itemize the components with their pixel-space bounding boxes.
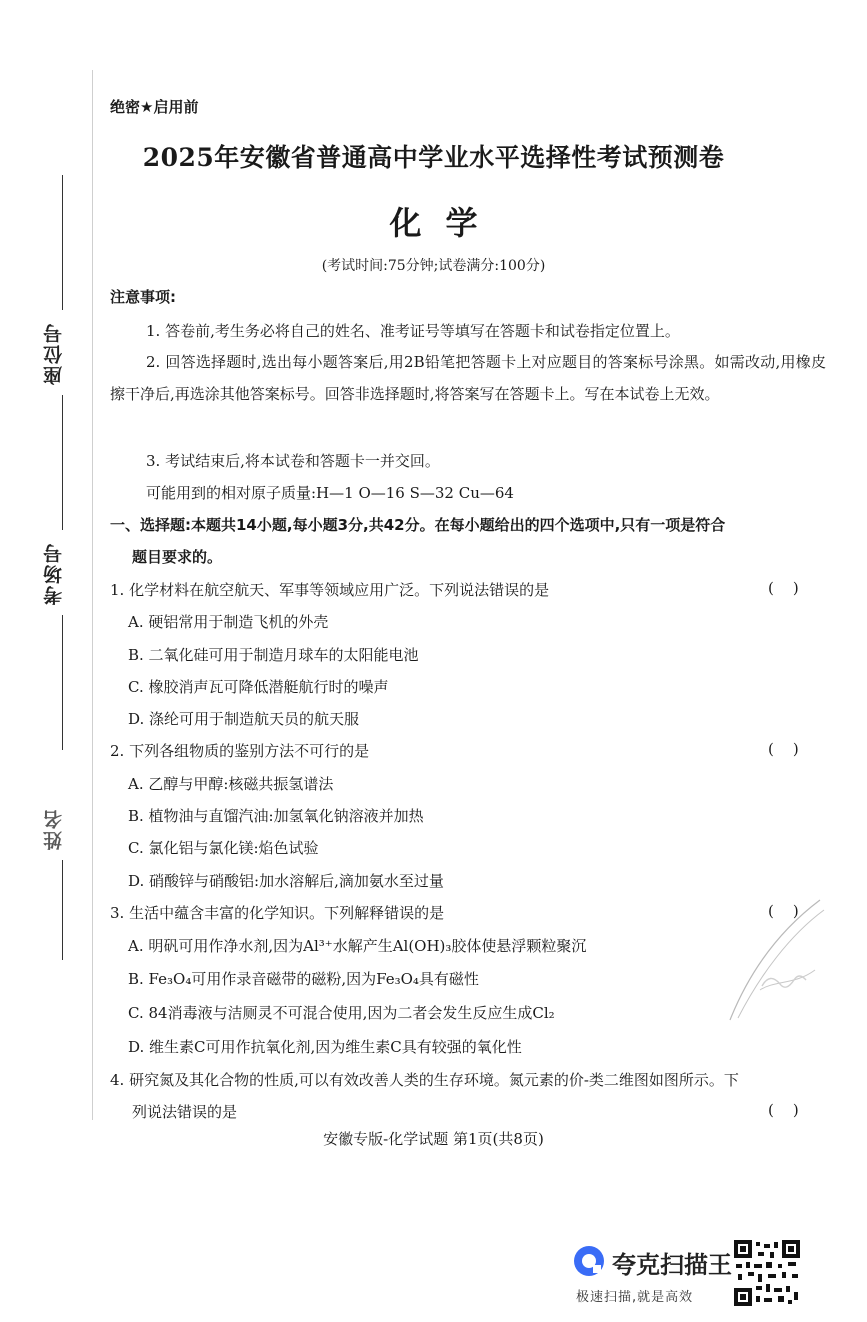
q3-option-b: B. Fe₃O₄可用作录音磁带的磁粉,因为Fe₃O₄具有磁性 [128, 970, 479, 988]
atomic-mass-line: 可能用到的相对原子质量:H—1 O—16 S—32 Cu—64 [146, 484, 514, 502]
name-line [62, 615, 63, 750]
q1-option-c: C. 橡胶消声瓦可降低潜艇航行时的噪声 [128, 678, 389, 696]
name-label: 姓名 [43, 808, 65, 850]
room-line [62, 395, 63, 530]
q2-option-c: C. 氯化铝与氯化镁:焰色试验 [128, 839, 319, 857]
scanner-brand: 夸克扫描王 [612, 1251, 732, 1279]
section-heading-line2: 题目要求的。 [132, 548, 223, 566]
qr-code-icon [734, 1240, 800, 1306]
q3-option-c: C. 84消毒液与洁厕灵不可混合使用,因为二者会发生反应生成Cl₂ [128, 1004, 555, 1022]
room-label: 考场号 [43, 542, 65, 605]
pencil-scribble [720, 890, 830, 1030]
notice-item-3: 3. 考试结束后,将本试卷和答题卡一并交回。 [146, 452, 440, 470]
seat-label: 座位号 [43, 322, 65, 385]
q3-answer-bracket: ( ) [768, 902, 799, 920]
subject-title: 化学 [389, 204, 502, 242]
q2-option-b: B. 植物油与直馏汽油:加氢氧化钠溶液并加热 [128, 807, 424, 825]
q3-option-a: A. 明矾可用作净水剂,因为Al³⁺水解产生Al(OH)₃胶体使悬浮颗粒聚沉 [128, 937, 587, 955]
exam-title: 2025年安徽省普通高中学业水平选择性考试预测卷 [142, 143, 725, 172]
secret-label: 绝密★启用前 [110, 98, 199, 116]
q4-answer-bracket: ( ) [768, 1101, 799, 1119]
notice-item-2: 2. 回答选择题时,选出每小题答案后,用2B铅笔把答题卡上对应题目的答案标号涂黑。如需改动,用橡皮擦干净后,再选涂其他答案标号。回答非选择题时,将答案写在答题卡上。写在本试卷上无效。 [110, 353, 826, 403]
q3-stem: 3. 生活中蕴含丰富的化学知识。下列解释错误的是 [110, 904, 445, 922]
q2-answer-bracket: ( ) [768, 740, 799, 758]
q4-stem-line2: 列说法错误的是 [132, 1103, 238, 1121]
q3-option-d: D. 维生素C可用作抗氧化剂,因为维生素C具有较强的氧化性 [128, 1038, 522, 1056]
q2-option-a: A. 乙醇与甲醇:核磁共振氢谱法 [128, 775, 334, 793]
q1-stem: 1. 化学材料在航空航天、军事等领域应用广泛。下列说法错误的是 [110, 581, 550, 599]
scanner-slogan: 极速扫描,就是高效 [576, 1290, 694, 1305]
scanner-logo-icon [572, 1244, 606, 1278]
notice-item-1: 1. 答卷前,考生务必将自己的姓名、准考证号等填写在答题卡和试卷指定位置上。 [146, 322, 680, 340]
section-heading-line1: 一、选择题:本题共14小题,每小题3分,共42分。在每小题给出的四个选项中,只有一项是符合 [110, 516, 726, 534]
exam-info: (考试时间:75分钟;试卷满分:100分) [321, 258, 546, 274]
q1-option-d: D. 涤纶可用于制造航天员的航天服 [128, 710, 360, 728]
q2-option-d: D. 硝酸锌与硝酸铝:加水溶解后,滴加氨水至过量 [128, 872, 444, 890]
q1-option-a: A. 硬铝常用于制造飞机的外壳 [128, 613, 329, 631]
q1-option-b: B. 二氧化硅可用于制造月球车的太阳能电池 [128, 646, 419, 664]
lower-line [62, 860, 63, 960]
q1-answer-bracket: ( ) [768, 579, 799, 597]
notice-heading: 注意事项: [110, 288, 176, 306]
q4-stem-line1: 4. 研究氮及其化合物的性质,可以有效改善人类的生存环境。氮元素的价-类二维图如图所示。下 [110, 1071, 739, 1089]
q2-stem: 2. 下列各组物质的鉴别方法不可行的是 [110, 742, 370, 760]
page-footer: 安徽专版-化学试题 第1页(共8页) [323, 1130, 544, 1148]
